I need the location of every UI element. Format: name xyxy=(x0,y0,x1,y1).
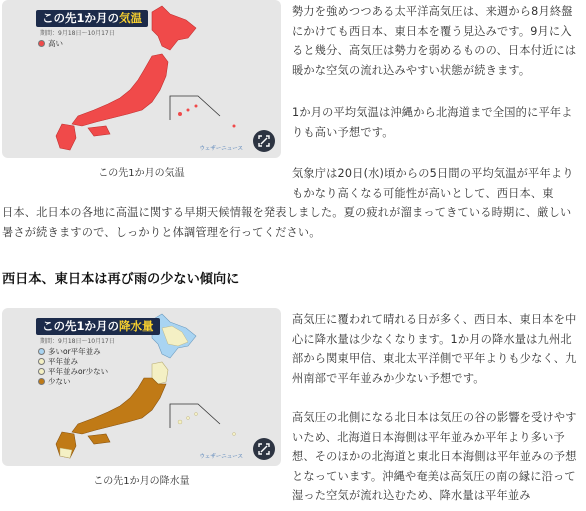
expand-image-button[interactable] xyxy=(253,438,275,460)
legend-label: 平年並みor少ない xyxy=(48,366,109,376)
legend-swatch-icon xyxy=(38,40,45,47)
legend-item xyxy=(38,366,108,376)
map-title-highlight: 降水量 xyxy=(119,319,154,333)
expand-icon xyxy=(258,443,270,455)
weathernews-logo: ウェザーニュース xyxy=(199,146,243,152)
map-title-highlight: 気温 xyxy=(119,11,143,25)
legend-item xyxy=(38,356,108,366)
precipitation-figure xyxy=(2,308,281,487)
legend-swatch-icon xyxy=(38,348,45,355)
temperature-figure xyxy=(2,0,281,179)
figure-caption: この先1か月の降水量 xyxy=(93,476,190,487)
legend-swatch-icon xyxy=(38,378,45,385)
paragraph: 1か月の平均気温は沖縄から北海道まで全国的に平年よりも高い予想です。 xyxy=(292,106,573,139)
legend-label: 平年並み xyxy=(48,356,78,366)
precipitation-map-card[interactable] xyxy=(2,308,281,466)
paragraph: 日本、北日本の各地に高温に関する早期天候情報を発表しました。夏の疲れが溜まってきている時期に、厳しい暑さが続きますので、しっかりと体調管理を行ってください。 xyxy=(2,206,572,239)
weathernews-logo: ウェザーニュース xyxy=(199,454,243,460)
legend-item xyxy=(38,376,108,386)
precipitation-map-title xyxy=(36,318,160,335)
legend-label: 高い xyxy=(48,38,63,48)
legend-item xyxy=(38,346,108,356)
map-period: 期間：9月18日～10月17日 xyxy=(40,338,115,345)
precipitation-legend xyxy=(38,346,108,386)
legend-swatch-icon xyxy=(38,368,45,375)
legend-label: 少ない xyxy=(48,376,71,386)
temperature-map-title xyxy=(36,10,148,27)
figure-caption: この先1か月の気温 xyxy=(98,168,185,179)
temperature-map-card[interactable] xyxy=(2,0,281,158)
paragraph: 高気圧に覆われて晴れる日が多く、西日本、東日本を中心に降水量は少なくなります。1か月の降水量は九州北部から関東甲信、東北太平洋側で平年よりも少なく、九州南部で平年並みか少ない予想です。 xyxy=(292,313,577,385)
paragraph: 高気圧の北側になる北日本は気圧の谷の影響を受けやすいため、北海道日本海側は平年並みか平年より多い予想、そのほかの北海道と東北日本海側は平年並みの予想となっています。沖縄や奄美は高気圧の南の縁に沿って湿った空気が流れ込むため、降水量は平年並み xyxy=(292,411,577,503)
legend-label: 多いor平年並み xyxy=(48,346,101,356)
legend-item xyxy=(38,38,63,48)
expand-image-button[interactable] xyxy=(253,130,275,152)
paragraph: 勢力を強めつつある太平洋高気圧は、来週から8月終盤にかけても西日本、東日本を覆う見込みです。9月に入ると幾分、高気圧は勢力を弱めるものの、日本付近には暖かな空気の流れ込みやすい状態が続きます。 xyxy=(292,5,577,77)
map-title-prefix: この先1か月の xyxy=(42,11,120,25)
legend-swatch-icon xyxy=(38,358,45,365)
map-title-prefix: この先1か月の xyxy=(42,319,120,333)
section-heading: 西日本、東日本は再び雨の少ない傾向に xyxy=(2,272,240,287)
paragraph: 気象庁は20日(水)頃からの5日間の平均気温が平年よりもかなり高くなる可能性が高いとして、西日本、東 xyxy=(292,167,574,200)
expand-icon xyxy=(258,135,270,147)
temperature-legend xyxy=(38,38,63,48)
map-period: 期間：9月18日～10月17日 xyxy=(40,30,115,37)
